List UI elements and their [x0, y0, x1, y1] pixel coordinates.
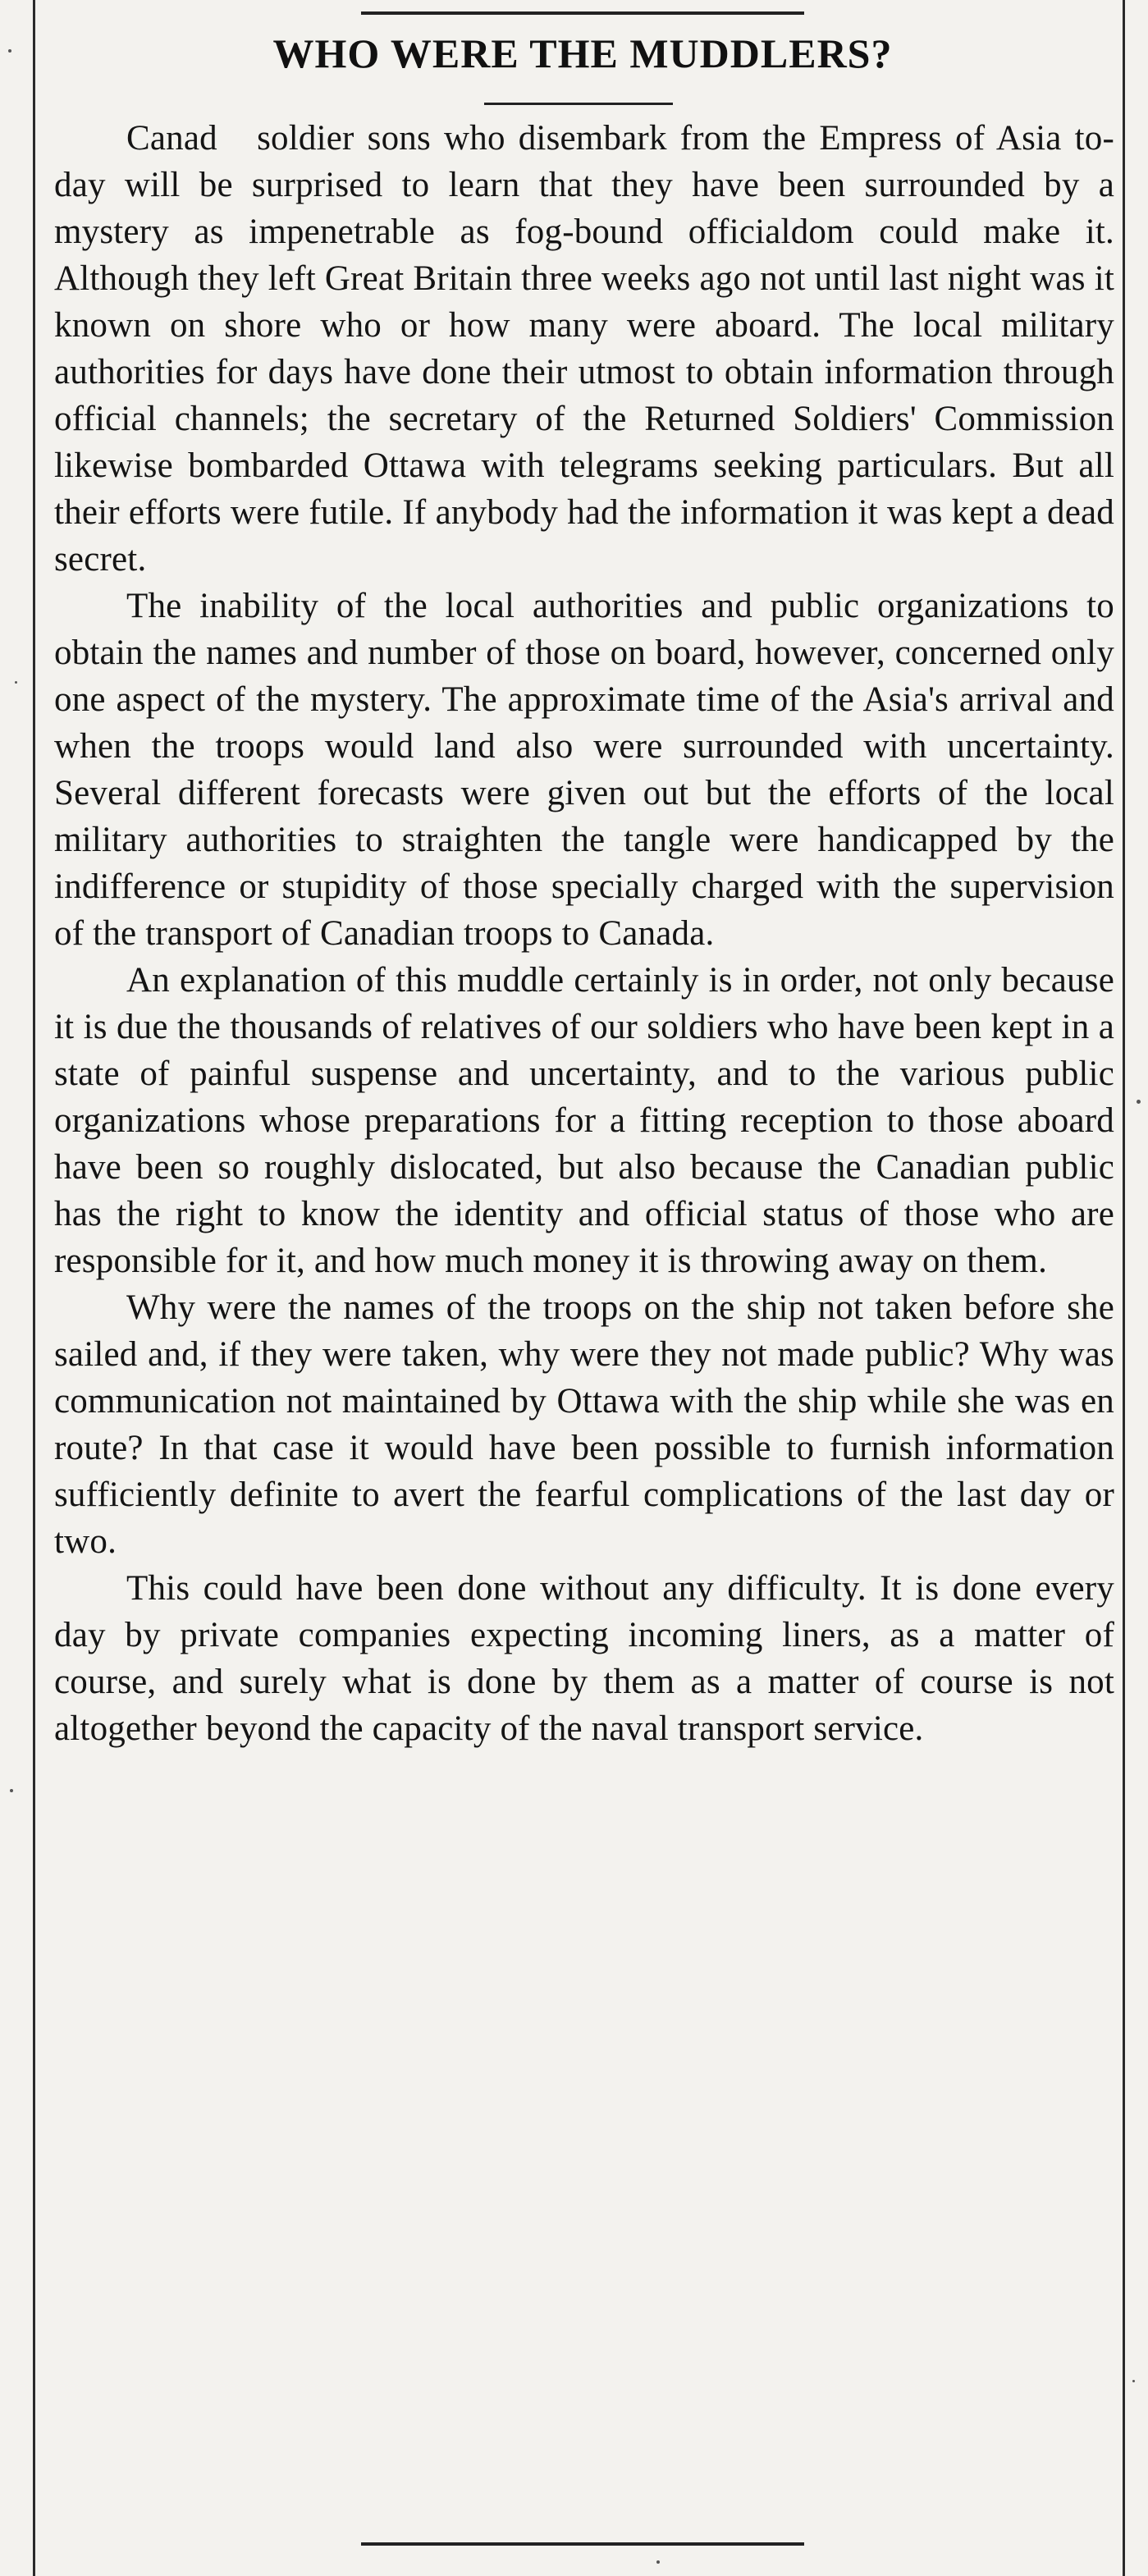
print-speck [1132, 2380, 1135, 2382]
bottom-rule [361, 2542, 804, 2546]
right-column-rule [1123, 0, 1125, 2576]
article-body [54, 115, 1114, 1752]
paragraph-5: This could have been done without any difficulty. It is done every day by private companies expecting incoming liners, as a matter of course, and surely what is done by them as a matter of course is not altogether beyond the capacity of the naval transport service. [54, 1569, 1114, 1748]
top-rule [361, 11, 804, 15]
paragraph-1: Canad soldier sons who disembark from the Empress of Asia to-day will be surprised to learn that they have been surrounded by a mystery as impenetrable as fog-bound officialdom could make it. Although they left Great Britain three weeks ago not until last night was it known on shore who or how many were aboard. The local military authorities for days have done their utmost to obtain information through official channels; the secretary of the Returned Soldiers' Commission likewise bombarded Ottawa with telegrams seeking particulars. But all their efforts were futile. If anybody had the information it was kept a dead secret. [54, 119, 1114, 579]
print-speck [8, 49, 11, 53]
paragraph-2: The inability of the local authorities and public organizations to obtain the names and number of those on board, however, concerned only one aspect of the mystery. The approximate time of the Asia's arrival and when the troops would land also were surrounded with uncertainty. Several different forecasts were given out but the efforts of the local military authorities to straighten the tangle were handicapped by the indifference or stupidity of those specially charged with the supervision of the transport of Canadian troops to Canada. [54, 587, 1114, 953]
left-column-rule [33, 0, 35, 2576]
print-speck [15, 681, 17, 684]
paragraph-4: Why were the names of the troops on the ship not taken before she sailed and, if they were taken, why were they not made public? Why was communication not maintained by Ottawa with the ship while she was en route? In that case it would have been possible to furnish information sufficiently definite to avert the fearful complications of the last day or two. [54, 1288, 1114, 1561]
print-speck [1137, 1100, 1141, 1104]
headline: WHO WERE THE MUDDLERS? [272, 30, 893, 76]
paragraph-3: An explanation of this muddle certainly is in order, not only because it is due the thousands of relatives of our soldiers who have been kept in a state of painful suspense and uncertainty, and to the various public organizations whose preparations for a fitting reception to those aboard have been so roughly dislocated, but also because the Canadian public has the right to know the identity and official status of those who are responsible for it, and how much money it is throwing away on them. [54, 961, 1114, 1280]
headline-rule [484, 103, 673, 105]
print-speck [10, 1789, 13, 1792]
print-speck [656, 2560, 660, 2564]
